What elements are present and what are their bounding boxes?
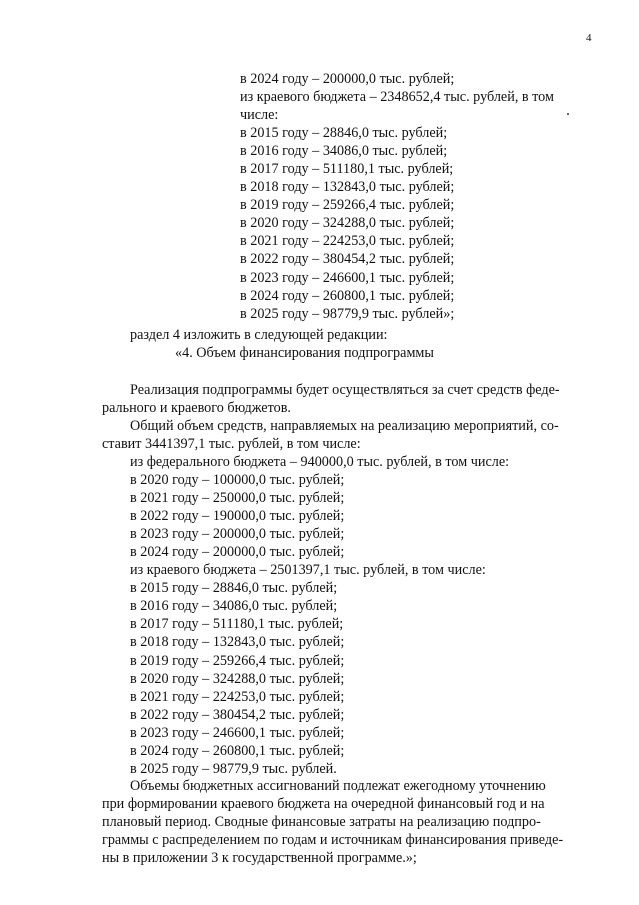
prior-line: в 2015 году – 28846,0 тыс. рублей; <box>240 125 448 142</box>
section-heading: «4. Объем финансирования подпрограммы <box>175 345 434 361</box>
intro-paragraph <box>102 381 598 417</box>
paragraph-line: при формировании краевого бюджета на очередной финансовый год и на <box>102 796 545 813</box>
prior-line: в 2024 году – 260800,1 тыс. рублей; <box>240 287 455 304</box>
prior-line: в 2022 году – 380454,2 тыс. рублей; <box>240 251 455 268</box>
page-number: 4 <box>586 32 592 44</box>
funding-year-line: в 2019 году – 259266,4 тыс. рублей; <box>130 652 345 669</box>
paragraph-line: ны в приложении 3 к государственной программе.»; <box>102 850 417 867</box>
regional-budget-line: из краевого бюджета – 2501397,1 тыс. рублей, в том числе: <box>130 562 486 579</box>
prior-line: в 2024 году – 200000,0 тыс. рублей; <box>240 71 455 87</box>
funding-list <box>130 453 600 778</box>
paragraph-line: рального и краевого бюджетов. <box>102 400 291 417</box>
funding-year-line: в 2022 году – 380454,2 тыс. рублей; <box>130 706 345 723</box>
funding-year-line: в 2020 году – 324288,0 тыс. рублей; <box>130 670 345 687</box>
funding-year-line: в 2015 году – 28846,0 тыс. рублей; <box>130 580 338 597</box>
funding-year-line: в 2018 году – 132843,0 тыс. рублей; <box>130 634 345 651</box>
prior-line: в 2020 году – 324288,0 тыс. рублей; <box>240 215 455 232</box>
prior-line: в 2016 году – 34086,0 тыс. рублей; <box>240 143 448 160</box>
paragraph-line: Общий объем средств, направляемых на реализацию мероприятий, со- <box>130 418 559 434</box>
prior-line: в 2021 году – 224253,0 тыс. рублей; <box>240 233 455 250</box>
prior-line: в 2017 году – 511180,1 тыс. рублей; <box>240 161 454 178</box>
paragraph-line: ставит 3441397,1 тыс. рублей, в том числе: <box>102 436 361 453</box>
funding-year-line: в 2021 году – 250000,0 тыс. рублей; <box>130 490 345 507</box>
funding-year-line: в 2020 году – 100000,0 тыс. рублей; <box>130 472 345 489</box>
paragraph-line: плановый период. Сводные финансовые затраты на реализацию подпро- <box>102 814 541 831</box>
scan-dot-mark <box>567 113 569 115</box>
funding-year-line: в 2024 году – 260800,1 тыс. рублей; <box>130 742 345 759</box>
funding-year-line: в 2024 году – 200000,0 тыс. рублей; <box>130 544 345 561</box>
funding-year-line: в 2017 году – 511180,1 тыс. рублей; <box>130 616 344 633</box>
total-paragraph <box>102 417 598 453</box>
closing-paragraph <box>102 777 598 867</box>
prior-line: числе: <box>240 107 279 124</box>
funding-year-line: в 2023 году – 200000,0 тыс. рублей; <box>130 526 345 543</box>
paragraph-line: граммы с распределением по годам и источникам финансирования приведе- <box>102 832 564 849</box>
section-instruction: раздел 4 изложить в следующей редакции: <box>130 327 388 343</box>
prior-line: из краевого бюджета – 2348652,4 тыс. рублей, в том <box>240 89 554 106</box>
prior-line: в 2019 году – 259266,4 тыс. рублей; <box>240 197 455 214</box>
paragraph-line: Объемы бюджетных ассигнований подлежат ежегодному уточнению <box>130 778 546 794</box>
federal-budget-line: из федерального бюджета – 940000,0 тыс. рублей, в том числе: <box>130 454 510 470</box>
prior-funding-block <box>240 70 600 323</box>
prior-line: в 2025 году – 98779,9 тыс. рублей»; <box>240 305 455 322</box>
paragraph-line: Реализация подпрограммы будет осуществляться за счет средств феде- <box>130 382 560 398</box>
funding-year-line: в 2022 году – 190000,0 тыс. рублей; <box>130 508 345 525</box>
funding-year-line: в 2016 году – 34086,0 тыс. рублей; <box>130 598 338 615</box>
prior-line: в 2018 году – 132843,0 тыс. рублей; <box>240 179 455 196</box>
funding-year-line: в 2023 году – 246600,1 тыс. рублей; <box>130 724 345 741</box>
prior-line: в 2023 году – 246600,1 тыс. рублей; <box>240 269 455 286</box>
funding-year-line: в 2025 году – 98779,9 тыс. рублей. <box>130 760 337 777</box>
funding-year-line: в 2021 году – 224253,0 тыс. рублей; <box>130 688 345 705</box>
